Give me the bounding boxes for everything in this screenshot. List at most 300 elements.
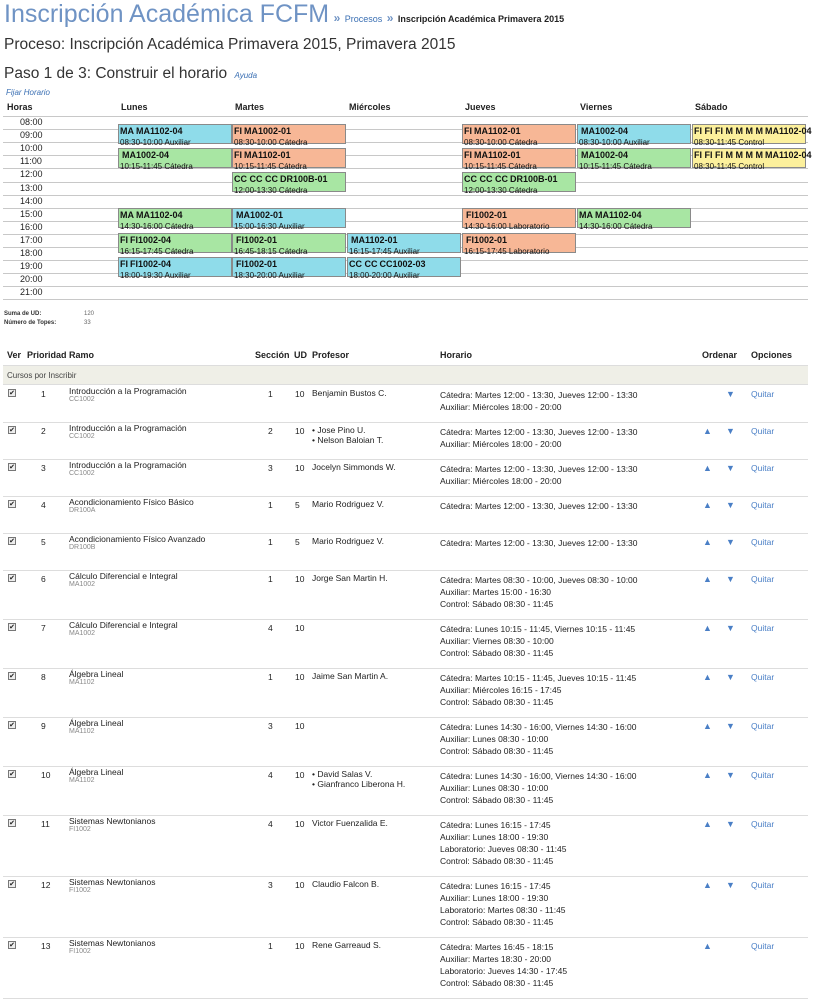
course-name: Introducción a la Programación (69, 423, 187, 433)
schedule-event-time: 10:15-11:45 Cátedra (579, 162, 652, 171)
topes-count (4, 319, 91, 328)
professor-name: Jaime San Martin A. (312, 671, 389, 681)
schedule-event-code-text: MA1102-04 (595, 210, 642, 220)
schedule-event-overlap-prefix: CC CC (349, 259, 378, 269)
schedule-event-code (579, 210, 690, 221)
hour-label: 20:00 (20, 274, 43, 285)
move-down-button[interactable]: ▼ (726, 819, 735, 829)
schedule-event-code-text: CC1002-03 (379, 259, 426, 269)
schedule-event-code (234, 174, 345, 185)
course-code: CC1002 (69, 396, 95, 403)
breadcrumb-separator: » (386, 11, 394, 25)
move-down-button[interactable]: ▼ (726, 721, 735, 731)
breadcrumb-current: Inscripción Académica Primavera 2015 (397, 14, 565, 24)
course-name: Introducción a la Programación (69, 386, 187, 396)
ud-value: 10 (295, 819, 305, 829)
course-row (3, 816, 808, 877)
section-number: 3 (268, 880, 273, 890)
move-down-button[interactable]: ▼ (726, 672, 735, 682)
hour-label: 18:00 (20, 248, 43, 258)
schedule-event-time: 16:15-17:45 Cátedra (120, 247, 194, 256)
ud-value: 10 (295, 623, 305, 633)
remove-button[interactable]: Quitar (751, 426, 775, 436)
course-name: Sistemas Newtonianos (69, 877, 156, 887)
schedule-event-code-text: MA1102-01 (244, 150, 291, 160)
schedule-event[interactable] (118, 148, 232, 171)
schedule-event-overlap-prefix: MA (120, 210, 134, 220)
fix-schedule-link[interactable]: Fijar Horario (6, 88, 51, 97)
professor-name: • Gianfranco Liberona H. (312, 779, 406, 789)
schedule-event-code-text: DR100B-01 (280, 174, 328, 184)
schedule-event[interactable] (118, 233, 232, 256)
course-row (3, 386, 808, 423)
remove-button[interactable]: Quitar (751, 880, 775, 890)
visible-checkbox[interactable]: ✔ (9, 942, 15, 949)
hours-column-header: Horas (7, 102, 33, 112)
move-up-button[interactable]: ▲ (703, 672, 712, 682)
move-down-button[interactable]: ▼ (726, 574, 735, 584)
professor-name: • Nelson Baloian T. (312, 435, 384, 445)
schedule-event-overlap-prefix: FI (234, 126, 242, 136)
topes-label: Número de Topes: (4, 320, 57, 326)
schedule-event-overlap-prefix: FI FI FI M M M M (694, 150, 763, 160)
hour-gridline (3, 182, 808, 183)
help-link[interactable]: Ayuda (234, 71, 258, 80)
schedule-event[interactable] (232, 208, 346, 231)
course-name: Cálculo Diferencial e Integral (69, 620, 178, 630)
schedule-event-time: 12:00-13:30 Cátedra (234, 186, 308, 195)
course-code: FI1002 (69, 826, 91, 833)
ud-value: 10 (295, 672, 305, 682)
move-up-button[interactable]: ▲ (703, 623, 712, 633)
breadcrumb-procesos-link[interactable]: Procesos (344, 14, 383, 24)
schedule-event-code (464, 235, 575, 246)
schedule-event-code (120, 126, 231, 137)
visible-checkbox[interactable]: ✔ (9, 501, 15, 508)
schedule-event-code (234, 150, 345, 161)
section-number: 1 (268, 941, 273, 951)
schedule-event-time: 14:30-16:00 Cátedra (120, 222, 194, 231)
remove-button[interactable]: Quitar (751, 623, 775, 633)
course-name: Álgebra Lineal (69, 718, 124, 728)
section-number: 1 (268, 537, 273, 547)
ud-value: 10 (295, 389, 305, 399)
schedule-event[interactable] (118, 257, 232, 280)
schedule-event-code-text: MA1002-04 (581, 126, 629, 136)
professor-name: • Jose Pino U. (312, 425, 366, 435)
day-header-sabado: Sábado (695, 102, 728, 112)
schedule-event[interactable] (347, 233, 461, 256)
course-row (3, 620, 808, 669)
remove-button[interactable]: Quitar (751, 819, 775, 829)
schedule-line: Cátedra: Martes 12:00 - 13:30, Jueves 12:00 - 13:30 (440, 538, 638, 548)
section-number: 1 (268, 389, 273, 399)
schedule-event-time: 08:30-11:45 Control (694, 138, 765, 147)
schedule-event-code (234, 210, 345, 221)
schedule-event-code-text: FI1002-01 (466, 235, 508, 245)
schedule-line: Auxiliar: Martes 15:00 - 16:30 (440, 587, 552, 597)
course-code: FI1002 (69, 948, 91, 955)
schedule-event-time: 18:30-20:00 Auxiliar (234, 271, 305, 280)
course-code: MA1102 (69, 777, 95, 784)
schedule-event[interactable] (462, 233, 576, 256)
schedule-event-code-text: MA1002-04 (122, 150, 170, 160)
section-number: 4 (268, 819, 273, 829)
professor-name: Jocelyn Simmonds W. (312, 462, 396, 472)
schedule-event-overlap-prefix: FI (234, 150, 242, 160)
ud-value: 10 (295, 574, 305, 584)
day-header-lunes: Lunes (121, 102, 148, 112)
schedule-event[interactable] (232, 172, 346, 195)
schedule-event[interactable] (462, 172, 576, 195)
remove-button[interactable]: Quitar (751, 389, 775, 399)
schedule-event-overlap-prefix: CC CC CC (234, 174, 278, 184)
professor-name: Claudio Falcon B. (312, 879, 380, 889)
schedule-event-code (694, 150, 812, 161)
schedule-event-code (120, 259, 231, 270)
schedule-line: Control: Sábado 08:30 - 11:45 (440, 856, 554, 866)
schedule-line: Cátedra: Martes 12:00 - 13:30, Jueves 12:00 - 13:30 (440, 501, 638, 511)
move-up-button[interactable]: ▲ (703, 537, 712, 547)
hour-label: 17:00 (20, 234, 43, 245)
schedule-event[interactable] (692, 148, 812, 171)
schedule-event-time: 16:15-17:45 Laboratorio (464, 247, 550, 256)
schedule-event-code-text: MA1102-04 (136, 210, 183, 220)
schedule-line: Control: Sábado 08:30 - 11:45 (440, 917, 554, 927)
col-header-ver: Ver (7, 350, 22, 360)
schedule-line: Cátedra: Lunes 16:15 - 17:45 (440, 881, 551, 891)
topes-value: 33 (84, 320, 91, 326)
section-number: 1 (268, 672, 273, 682)
course-code: MA1002 (69, 630, 96, 637)
schedule-event-code (349, 235, 460, 246)
course-row (3, 718, 808, 767)
professor-name: Jorge San Martin H. (312, 573, 388, 583)
visible-checkbox[interactable]: ✔ (9, 881, 15, 888)
priority: 5 (41, 537, 46, 547)
move-down-button[interactable]: ▼ (726, 770, 735, 780)
schedule-event-code-text: MA1102-04 (765, 126, 812, 136)
course-row (3, 767, 808, 816)
ud-sum-label: Suma de UD: (4, 311, 42, 317)
ud-value: 10 (295, 880, 305, 890)
schedule-event-time: 10:15-11:45 Cátedra (234, 162, 307, 171)
course-code: DR100B (69, 544, 96, 551)
schedule-event-time: 12:00-13:30 Cátedra (464, 186, 538, 195)
schedule-event-code (579, 150, 690, 161)
schedule-line: Control: Sábado 08:30 - 11:45 (440, 599, 554, 609)
schedule-event[interactable] (232, 233, 346, 256)
remove-button[interactable]: Quitar (751, 941, 775, 951)
schedule-event-code-text: FI1002-04 (130, 259, 172, 269)
course-code: CC1002 (69, 470, 95, 477)
schedule-event-overlap-prefix: FI (464, 126, 472, 136)
section-cursos-por-inscribir: Cursos por Inscribir (3, 365, 808, 385)
schedule-event-overlap-prefix: FI FI FI M M M M (694, 126, 763, 136)
visible-checkbox[interactable]: ✔ (9, 820, 15, 827)
visible-checkbox[interactable]: ✔ (9, 722, 15, 729)
move-up-button[interactable]: ▲ (703, 819, 712, 829)
schedule-line: Cátedra: Lunes 14:30 - 16:00, Viernes 14:30 - 16:00 (440, 771, 637, 781)
schedule-event-time: 08:30-10:00 Cátedra (464, 138, 538, 147)
visible-checkbox[interactable]: ✔ (9, 575, 15, 582)
priority: 1 (41, 389, 46, 399)
hour-gridline (3, 286, 808, 287)
schedule-event-code (464, 174, 575, 185)
course-code: MA1102 (69, 679, 95, 686)
schedule-line: Control: Sábado 08:30 - 11:45 (440, 795, 554, 805)
course-code: FI1002 (69, 887, 91, 894)
schedule-event[interactable] (232, 148, 346, 171)
schedule-line: Auxiliar: Viernes 08:30 - 10:00 (440, 636, 554, 646)
schedule-line: Auxiliar: Miércoles 16:15 - 17:45 (440, 685, 562, 695)
app-title: Inscripción Académica FCFM (4, 0, 330, 28)
schedule-line: Control: Sábado 08:30 - 11:45 (440, 978, 554, 988)
visible-checkbox[interactable]: ✔ (9, 673, 15, 680)
priority: 11 (41, 819, 50, 829)
schedule-event-code-text: DR100B-01 (510, 174, 558, 184)
course-name: Álgebra Lineal (69, 669, 124, 679)
ud-value: 10 (295, 463, 305, 473)
schedule-event[interactable] (462, 148, 576, 171)
day-header-miercoles: Miércoles (349, 102, 391, 112)
move-down-button[interactable]: ▼ (726, 426, 735, 436)
move-down-button[interactable]: ▼ (726, 537, 735, 547)
col-header-prioridad: Prioridad (27, 350, 67, 360)
hour-label: 14:00 (20, 195, 43, 206)
visible-checkbox[interactable]: ✔ (9, 464, 15, 471)
hour-label: 11:00 (20, 156, 42, 167)
schedule-line: Auxiliar: Lunes 08:30 - 10:00 (440, 734, 549, 744)
course-code: DR100A (69, 507, 96, 514)
schedule-event-code-text: FI1002-01 (236, 259, 278, 269)
visible-checkbox[interactable]: ✔ (9, 427, 15, 434)
schedule-line: Cátedra: Martes 16:45 - 18:15 (440, 942, 554, 952)
schedule-event-code-text: MA1102-04 (136, 126, 183, 136)
professor-name: Rene Garreaud S. (312, 940, 381, 950)
schedule-event-code (120, 210, 231, 221)
course-row (3, 423, 808, 460)
move-up-button[interactable]: ▲ (703, 880, 712, 890)
col-header-ramo: Ramo (69, 350, 95, 360)
course-row (3, 938, 808, 999)
schedule-line: Cátedra: Martes 12:00 - 13:30, Jueves 12:00 - 13:30 (440, 390, 638, 400)
schedule-event-code (234, 235, 345, 246)
schedule-event-time: 15:00-16:30 Auxiliar (234, 222, 305, 231)
schedule-event-code (694, 126, 812, 137)
professor-name: Victor Fuenzalida E. (312, 818, 388, 828)
schedule-event-code (234, 259, 345, 270)
hour-label: 13:00 (20, 182, 43, 193)
process-title: Proceso: Inscripción Académica Primavera 2015, Primavera 2015 (4, 36, 456, 53)
schedule-event[interactable] (462, 124, 576, 147)
remove-button[interactable]: Quitar (751, 537, 775, 547)
course-row (3, 497, 808, 534)
schedule-line: Auxiliar: Martes 18:30 - 20:00 (440, 954, 552, 964)
move-up-button[interactable]: ▲ (703, 500, 712, 510)
schedule-line: Cátedra: Martes 12:00 - 13:30, Jueves 12:00 - 13:30 (440, 464, 638, 474)
col-header-ud: UD (294, 350, 307, 360)
schedule-line: Auxiliar: Miércoles 18:00 - 20:00 (440, 402, 562, 412)
schedule-line: Control: Sábado 08:30 - 11:45 (440, 746, 554, 756)
schedule-line: Auxiliar: Miércoles 18:00 - 20:00 (440, 476, 562, 486)
move-down-button[interactable]: ▼ (726, 880, 735, 890)
professor-name: Mario Rodriguez V. (312, 536, 384, 546)
schedule-event-time: 16:15-17:45 Auxiliar (349, 247, 420, 256)
schedule-event-code-text: MA1002-01 (236, 210, 284, 220)
priority: 6 (41, 574, 46, 584)
day-header-martes: Martes (235, 102, 265, 112)
move-up-button[interactable]: ▲ (703, 574, 712, 584)
hour-label: 21:00 (20, 287, 43, 298)
schedule-event[interactable] (232, 124, 346, 147)
section-number: 4 (268, 770, 273, 780)
schedule-line: Cátedra: Martes 08:30 - 10:00, Jueves 08:30 - 10:00 (440, 575, 638, 585)
schedule-event-time: 16:45-18:15 Cátedra (234, 247, 308, 256)
schedule-event-time: 08:30-10:00 Auxiliar (579, 138, 650, 147)
ud-value: 10 (295, 941, 305, 951)
day-header-jueves: Jueves (465, 102, 496, 112)
move-up-button[interactable]: ▲ (703, 770, 712, 780)
schedule-event[interactable] (347, 257, 461, 280)
schedule-line: Control: Sábado 08:30 - 11:45 (440, 648, 554, 658)
visible-checkbox[interactable]: ✔ (9, 771, 15, 778)
schedule-event[interactable] (577, 124, 691, 147)
move-up-button[interactable]: ▲ (703, 941, 712, 951)
schedule-event-overlap-prefix: MA (120, 126, 134, 136)
priority: 3 (41, 463, 46, 473)
visible-checkbox[interactable]: ✔ (9, 538, 15, 545)
stats (4, 310, 95, 328)
course-name: Cálculo Diferencial e Integral (69, 571, 178, 581)
priority: 4 (41, 500, 46, 510)
day-header-viernes: Viernes (580, 102, 613, 112)
move-down-button[interactable]: ▼ (726, 389, 735, 399)
remove-button[interactable]: Quitar (751, 770, 775, 780)
priority: 12 (41, 880, 51, 890)
schedule-event-time: 18:00-20:00 Auxiliar (349, 271, 420, 280)
col-header-horario: Horario (440, 350, 473, 360)
visible-checkbox[interactable]: ✔ (9, 624, 15, 631)
schedule-event-code-text: MA1002-04 (581, 150, 629, 160)
schedule-event-overlap-prefix: FI (464, 150, 472, 160)
course-code: CC1002 (69, 433, 95, 440)
remove-button[interactable]: Quitar (751, 463, 775, 473)
section-number: 3 (268, 463, 273, 473)
schedule-line: Cátedra: Martes 12:00 - 13:30, Jueves 12:00 - 13:30 (440, 427, 638, 437)
course-code: MA1102 (69, 728, 95, 735)
schedule-event-time: 10:15-11:45 Cátedra (120, 162, 193, 171)
step-title-text: Paso 1 de 3: Construir el horario (4, 65, 228, 82)
course-code: MA1002 (69, 581, 96, 588)
remove-button[interactable]: Quitar (751, 721, 775, 731)
move-up-button[interactable]: ▲ (703, 426, 712, 436)
ud-value: 10 (295, 770, 305, 780)
hour-label: 12:00 (20, 169, 43, 180)
remove-button[interactable]: Quitar (751, 672, 775, 682)
course-row (3, 460, 808, 497)
priority: 7 (41, 623, 46, 633)
schedule-event-time: 18:00-19:30 Auxiliar (120, 271, 191, 280)
course-name: Acondicionamiento Físico Avanzado (69, 534, 206, 544)
schedule-event-code (120, 150, 231, 161)
schedule-event[interactable] (692, 124, 812, 147)
course-row (3, 534, 808, 571)
schedule-line: Cátedra: Lunes 14:30 - 16:00, Viernes 14:30 - 16:00 (440, 722, 637, 732)
header (4, 0, 564, 29)
move-up-button[interactable]: ▲ (703, 463, 712, 473)
course-row (3, 571, 808, 620)
ud-sum-value: 120 (84, 311, 95, 317)
course-name: Sistemas Newtonianos (69, 816, 156, 826)
course-name: Introducción a la Programación (69, 460, 187, 470)
schedule-event[interactable] (577, 208, 691, 231)
course-name: Álgebra Lineal (69, 767, 124, 777)
ud-value: 10 (295, 721, 305, 731)
hour-gridline (3, 116, 808, 117)
section-number: 4 (268, 623, 273, 633)
professor-name: • David Salas V. (312, 769, 373, 779)
move-down-button[interactable]: ▼ (726, 500, 735, 510)
schedule-event-code (234, 126, 345, 137)
schedule-event-code (464, 126, 575, 137)
hour-label: 10:00 (20, 143, 43, 154)
move-down-button[interactable]: ▼ (726, 623, 735, 633)
schedule-grid (0, 114, 813, 304)
section-number: 3 (268, 721, 273, 731)
schedule-event-code-text: FI1002-04 (130, 235, 172, 245)
schedule-event-code-text: FI1002-01 (236, 235, 278, 245)
section-number: 2 (268, 426, 273, 436)
remove-button[interactable]: Quitar (751, 500, 775, 510)
schedule-event-time: 14:30-16:00 Laboratorio (464, 222, 550, 231)
course-name: Sistemas Newtonianos (69, 938, 156, 948)
schedule-event[interactable] (462, 208, 576, 231)
move-down-button[interactable]: ▼ (726, 463, 735, 473)
schedule-event-code (464, 150, 575, 161)
schedule-event[interactable] (118, 208, 232, 231)
professor-name: Mario Rodriguez V. (312, 499, 384, 509)
remove-button[interactable]: Quitar (751, 574, 775, 584)
priority: 10 (41, 770, 51, 780)
schedule-line: Laboratorio: Martes 08:30 - 11:45 (440, 905, 566, 915)
course-row (3, 877, 808, 938)
schedule-event[interactable] (118, 124, 232, 147)
schedule-event[interactable] (577, 148, 691, 171)
schedule-event-code (464, 210, 575, 221)
visible-checkbox[interactable]: ✔ (9, 390, 15, 397)
schedule-event-code-text: MA1102-01 (474, 126, 521, 136)
schedule-event-code-text: MA1102-01 (351, 235, 398, 245)
section-number: 1 (268, 574, 273, 584)
col-header-ordenar: Ordenar (702, 350, 738, 360)
course-row (3, 669, 808, 718)
section-number: 1 (268, 500, 273, 510)
schedule-line: Auxiliar: Lunes 18:00 - 19:30 (440, 893, 549, 903)
schedule-line: Laboratorio: Jueves 08:30 - 11:45 (440, 844, 567, 854)
hour-label: 16:00 (20, 221, 43, 232)
move-up-button[interactable]: ▲ (703, 721, 712, 731)
schedule-line: Auxiliar: Miércoles 18:00 - 20:00 (440, 439, 562, 449)
schedule-line: Cátedra: Martes 10:15 - 11:45, Jueves 10:15 - 11:45 (440, 673, 637, 683)
schedule-event-time: 08:30-10:00 Cátedra (234, 138, 308, 147)
schedule-event[interactable] (232, 257, 346, 280)
schedule-event-code (349, 259, 460, 270)
schedule-line: Auxiliar: Lunes 08:30 - 10:00 (440, 783, 549, 793)
schedule-event-time: 08:30-11:45 Control (694, 162, 765, 171)
schedule-line: Cátedra: Lunes 10:15 - 11:45, Viernes 10:15 - 11:45 (440, 624, 636, 634)
schedule-event-code-text: MA1102-04 (765, 150, 812, 160)
